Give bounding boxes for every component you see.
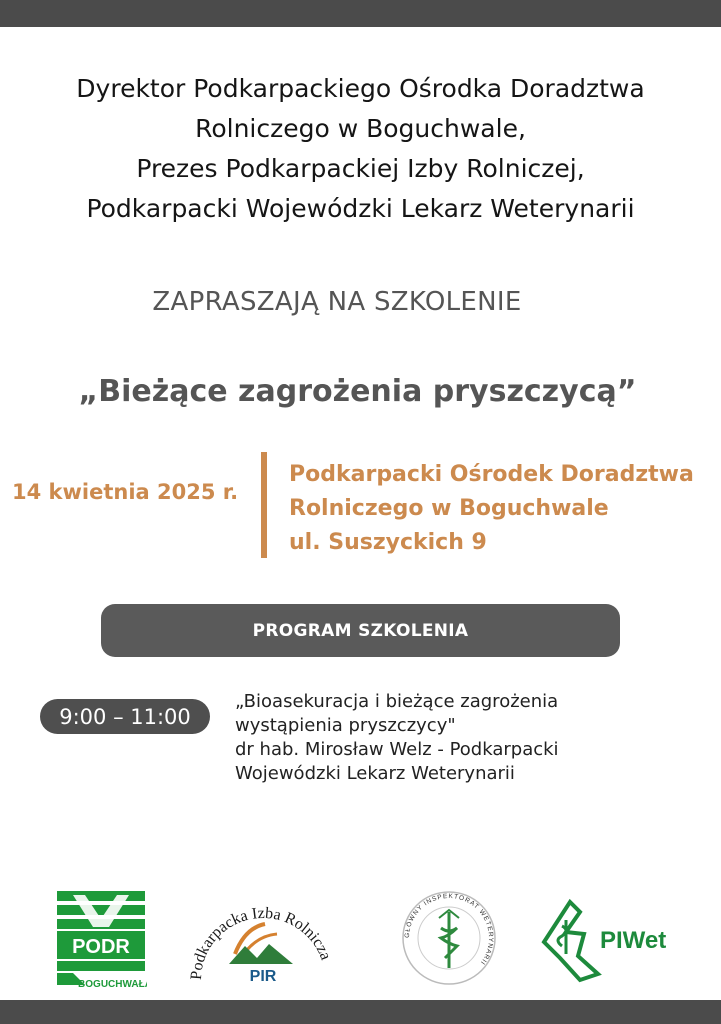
- pir-arc-textpath: Podkarpacka Izba Rolnicza: [187, 904, 335, 981]
- podr-logo-subtext: BOGUCHWAŁA: [78, 979, 147, 990]
- training-title: „Bieżące zagrożenia pryszczycą”: [78, 374, 637, 409]
- program-button[interactable]: PROGRAM SZKOLENIA: [101, 604, 620, 657]
- venue-line: Rolniczego w Boguchwale: [289, 496, 609, 521]
- session-line: Wojewódzki Lekarz Weterynarii: [235, 763, 515, 784]
- podr-logo-text: PODR: [72, 936, 130, 958]
- session-time-badge: 9:00 – 11:00: [40, 699, 210, 734]
- podr-logo-icon: [55, 889, 147, 991]
- bottom-bar: [0, 1000, 721, 1024]
- event-date: 14 kwietnia 2025 r.: [12, 480, 239, 504]
- session-description: [235, 690, 705, 786]
- organizer-line: Podkarpacki Wojewódzki Lekarz Weterynarii: [86, 194, 635, 223]
- event-venue: [289, 458, 719, 560]
- invite-heading: ZAPRASZAJĄ NA SZKOLENIE: [152, 287, 522, 317]
- session-line: wystąpienia pryszczycy": [235, 715, 456, 736]
- session-line: dr hab. Mirosław Welz - Podkarpacki: [235, 739, 559, 760]
- accent-divider: [261, 452, 267, 558]
- pir-logo-icon: [183, 888, 343, 996]
- pir-logo-text: PIR: [249, 968, 277, 985]
- organizer-line: Rolniczego w Boguchwale,: [195, 114, 526, 143]
- giw-ring-textpath: GŁÓWNY INSPEKTORAT WETERYNARII: [403, 892, 495, 967]
- session-line: „Bioasekuracja i bieżące zagrożenia: [235, 691, 559, 712]
- venue-line: ul. Suszyckich 9: [289, 530, 487, 555]
- top-bar: [0, 0, 721, 27]
- venue-line: Podkarpacki Ośrodek Doradztwa: [289, 462, 694, 487]
- organizers-heading: [0, 69, 721, 229]
- piwet-logo-icon: [540, 898, 682, 984]
- piwet-logo-text: PIWet: [600, 927, 667, 954]
- giw-logo-icon: [395, 888, 503, 988]
- organizer-line: Prezes Podkarpackiej Izby Rolniczej,: [136, 154, 585, 183]
- organizer-line: Dyrektor Podkarpackiego Ośrodka Doradztwa: [76, 74, 645, 103]
